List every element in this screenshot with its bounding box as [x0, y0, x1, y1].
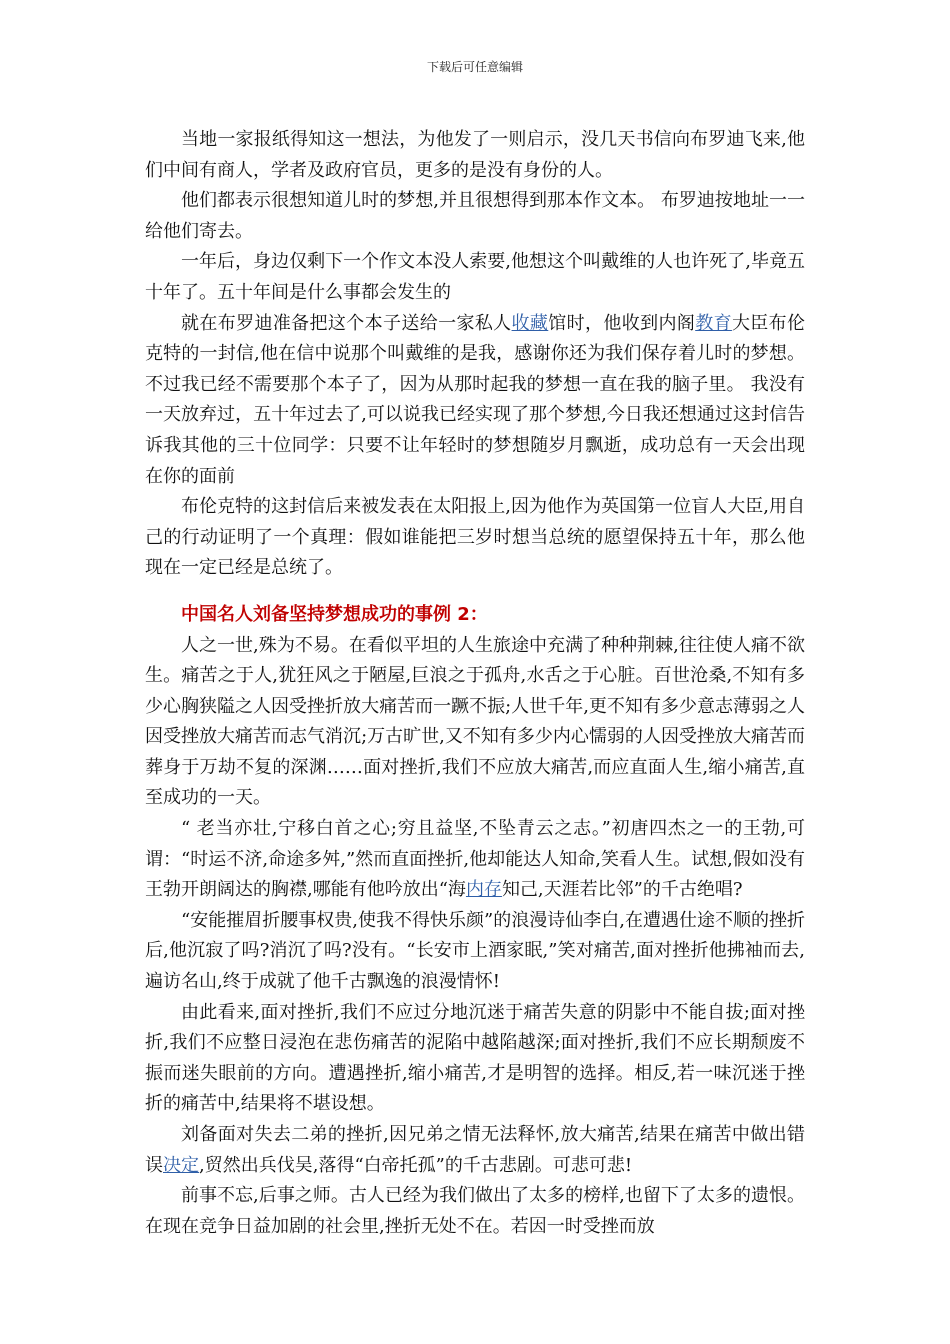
paragraph-1: 当地一家报纸得知这一想法，为他发了一则启示，没几天书信向布罗迪飞来,他们中间有商人，学者及政府官员，更多的是没有身份的人。 — [145, 129, 805, 181]
link-decision[interactable]: 决定 — [163, 1154, 199, 1176]
paragraph-7-text-a: “ 老当亦壮,宁移白首之心;穷且益坚,不坠青云之志。”初唐四杰之一的王勃,可谓：“时运不济,命途多舛,”然而直面挫折,他却能达人知命,笑看人生。试想,假如没有王勃开朗阔达的胸襟,哪能有他吟放出“海 — [145, 818, 805, 901]
paragraph-5: 布伦克特的这封信后来被发表在太阳报上,因为他作为英国第一位盲人大臣,用自己的行动证明了一个真理：假如谁能把三岁时想当总统的愿望保持五十年，那么他现在一定已经是总统了。 — [145, 496, 805, 579]
section-heading: 中国名人刘备坚持梦想成功的事例 2： — [181, 603, 488, 625]
paragraph-4-text-b: 馆时，他收到内阁 — [548, 312, 696, 334]
link-memory[interactable]: 内存 — [465, 879, 502, 901]
paragraph-8: “安能摧眉折腰事权贵,使我不得快乐颜”的浪漫诗仙李白,在遭遇仕途不顺的挫折后,他沉寂了吗?消沉了吗?没有。“长安市上酒家眠,”笑对痛苦,面对挫折他拂袖而去,遍访名山,终于成就了他千古飘逸的浪漫情怀! — [145, 909, 805, 993]
page-header: 下载后可任意编辑 — [426, 60, 523, 74]
link-collection[interactable]: 收藏 — [511, 312, 549, 334]
article-body — [145, 125, 805, 1242]
paragraph-6: 人之一世,殊为不易。在看似平坦的人生旅途中充满了种种荆棘,往往使人痛不欲生。痛苦之于人,犹狂风之于陋屋,巨浪之于孤舟,水舌之于心脏。百世沧桑,不知有多少心胸狭隘之人因受挫折放大痛苦而一蹶不振;人世千年,更不知有多少意志薄弱之人因受挫放大痛苦而志气消沉;万古旷世,又不知有多少内心懦弱的人因受挫放大痛苦而葬身于万劫不复的深渊……面对挫折,我们不应放大痛苦,而应直面人生,缩小痛苦,直至成功的一天。 — [145, 634, 805, 809]
paragraph-4-text-c: 大臣布伦克特的一封信,他在信中说那个叫戴维的是我，感谢你还为我们保存着儿时的梦想。 不过我已经不需要那个本子了，因为从那时起我的梦想一直在我的脑子里。 我没有一天放弃过，五十年过去了,可以说我已经实现了那个梦想,今日我还想通过这封信告诉我其他的三十位同学：只要不让年轻时的梦想随岁月飘逝，成功总有一天会出现在你的面前 — [145, 312, 806, 487]
paragraph-10-text-a: 刘备面对失去二弟的挫折,因兄弟之情无法释怀,放大痛苦,结果在痛苦中做出错误 — [145, 1124, 805, 1176]
paragraph-2: 他们都表示很想知道儿时的梦想,并且很想得到那本作文本。 布罗迪按地址一一给他们寄去。 — [145, 190, 805, 242]
paragraph-7-text-b: 知己,天涯若比邻”的千古绝唱? — [501, 879, 743, 901]
paragraph-4-text-a: 就在布罗迪准备把这个本子送给一家私人 — [181, 312, 512, 334]
paragraph-10 — [145, 1120, 805, 1181]
paragraph-11: 前事不忘,后事之师。古人已经为我们做出了太多的榜样,也留下了太多的遗恨。在现在竞争日益加剧的社会里,挫折无处不在。若因一时受挫而放 — [145, 1185, 805, 1237]
link-education[interactable]: 教育 — [695, 312, 732, 334]
paragraph-9: 由此看来,面对挫折,我们不应过分地沉迷于痛苦失意的阴影中不能自拔;面对挫折,我们不应整日浸泡在悲伤痛苦的泥陷中越陷越深;面对挫折,我们不应长期颓废不振而迷失眼前的方向。遭遇挫折,缩小痛苦,才是明智的选择。相反,若一味沉迷于挫折的痛苦中,结果将不堪设想。 — [145, 1001, 805, 1115]
paragraph-3: 一年后，身边仅剩下一个作文本没人索要,他想这个叫戴维的人也许死了,毕竟五十年了。五十年间是什么事都会发生的 — [145, 251, 805, 303]
paragraph-10-text-b: ,贸然出兵伐吴,落得“白帝托孤”的千古悲剧。可悲可悲! — [199, 1154, 633, 1176]
paragraph-7 — [145, 814, 805, 906]
paragraph-4 — [145, 309, 805, 493]
